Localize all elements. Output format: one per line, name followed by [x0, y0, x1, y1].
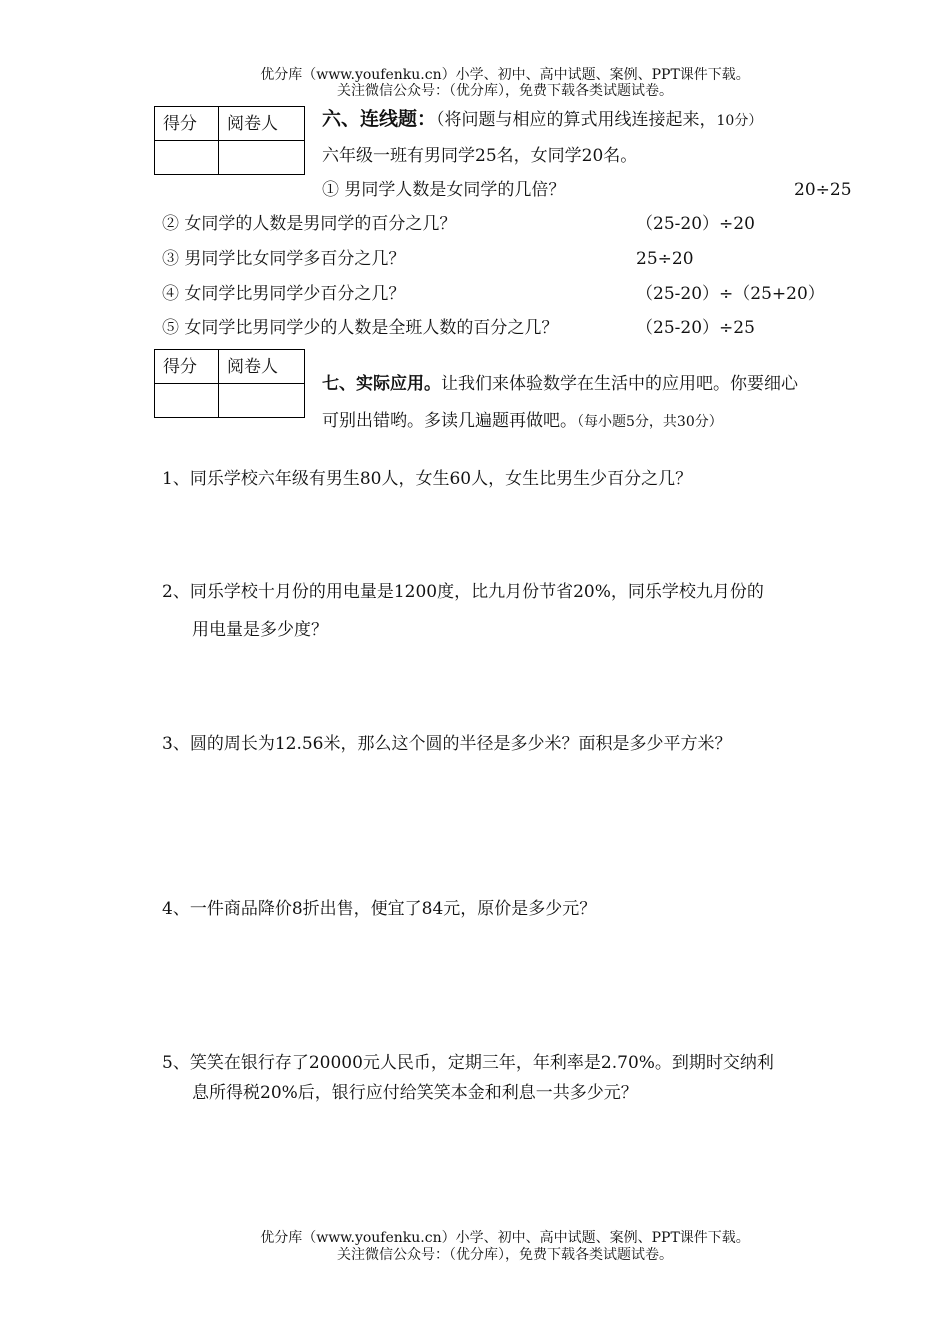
section7-intro-2: 可别出错哟。多读几遍题再做吧。: [322, 411, 577, 431]
header-line-2: 关注微信公众号：（优分库），免费下载各类试题试卷。: [337, 83, 673, 99]
grader-label: 阅卷人: [219, 350, 305, 384]
section7-title: 七、实际应用。: [322, 374, 441, 394]
section6-question-5: ⑤ 女同学比男同学少的人数是全班人数的百分之几？: [162, 318, 559, 338]
section6-answer-5: （25-20）÷25: [636, 318, 755, 338]
section6-answer-3: 25÷20: [636, 249, 694, 269]
section6-answer-2: （25-20）÷20: [636, 214, 755, 234]
problem-2: [162, 581, 764, 603]
problem-1: [162, 468, 692, 490]
score-box-section6: [154, 106, 305, 175]
problem-number: 1、: [162, 469, 190, 489]
problem-text: 同乐学校六年级有男生80人，女生60人，女生比男生少百分之几？: [189, 469, 693, 489]
section6-answer-1: 20÷25: [794, 180, 852, 200]
section6-answer-4: （25-20）÷（25+20）: [636, 284, 825, 304]
header-line-1: 优分库（www.youfenku.cn）小学、初中、高中试题、案例、PPT课件下载。: [260, 67, 750, 83]
problem-text: 一件商品降价8折出售，便宜了84元，原价是多少元？: [189, 899, 597, 919]
score-cell[interactable]: [155, 384, 219, 418]
score-label: 得分: [155, 107, 219, 141]
problem-number: 3、: [162, 734, 190, 754]
problem-text: 笑笑在银行存了20000元人民币，定期三年，年利率是2.70%。到期时交纳利: [189, 1053, 774, 1073]
grader-label: 阅卷人: [219, 107, 305, 141]
footer-line-1: 优分库（www.youfenku.cn）小学、初中、高中试题、案例、PPT课件下载。: [260, 1230, 750, 1246]
section6-question-1: ① 男同学人数是女同学的几倍？: [322, 180, 566, 200]
section6-question-3: ③ 男同学比女同学多百分之几？: [162, 249, 406, 269]
section6-intro: 六年级一班有男同学25名，女同学20名。: [322, 146, 638, 166]
section7-heading: [322, 373, 798, 395]
problem-5-line-2: 息所得税20%后，银行应付给笑笑本金和利息一共多少元？: [192, 1083, 638, 1103]
problem-number: 5、: [162, 1053, 190, 1073]
problem-text: 圆的周长为12.56米，那么这个圆的半径是多少米？面积是多少平方米？: [189, 734, 732, 754]
problem-4: [162, 898, 596, 920]
section7-intro-line-2: [322, 410, 723, 433]
problem-text: 同乐学校十月份的用电量是1200度，比九月份节省20%，同乐学校九月份的: [189, 582, 764, 602]
grader-cell[interactable]: [219, 384, 305, 418]
section6-question-2: ② 女同学的人数是男同学的百分之几？: [162, 214, 457, 234]
problem-number: 4、: [162, 899, 190, 919]
section6-question-4: ④ 女同学比男同学少百分之几？: [162, 284, 406, 304]
score-label: 得分: [155, 350, 219, 384]
footer-line-2: 关注微信公众号：（优分库），免费下载各类试题试卷。: [337, 1247, 673, 1263]
section6-points: 10分）: [716, 113, 763, 129]
section7-points: （每小题5分，共30分）: [577, 414, 723, 430]
problem-2-line-2: 用电量是多少度？: [192, 620, 328, 640]
section6-note: （将问题与相应的算式用线连接起来，: [436, 110, 717, 130]
grader-cell[interactable]: [219, 141, 305, 175]
problem-3: [162, 733, 732, 755]
score-cell[interactable]: [155, 141, 219, 175]
section6-title: 六、连线题：: [322, 108, 437, 130]
section7-intro-1: 让我们来体验数学在生活中的应用吧。你要细心: [441, 374, 798, 394]
section6-heading: [322, 108, 762, 132]
problem-number: 2、: [162, 582, 190, 602]
problem-5: [162, 1052, 774, 1074]
score-box-section7: [154, 349, 305, 418]
